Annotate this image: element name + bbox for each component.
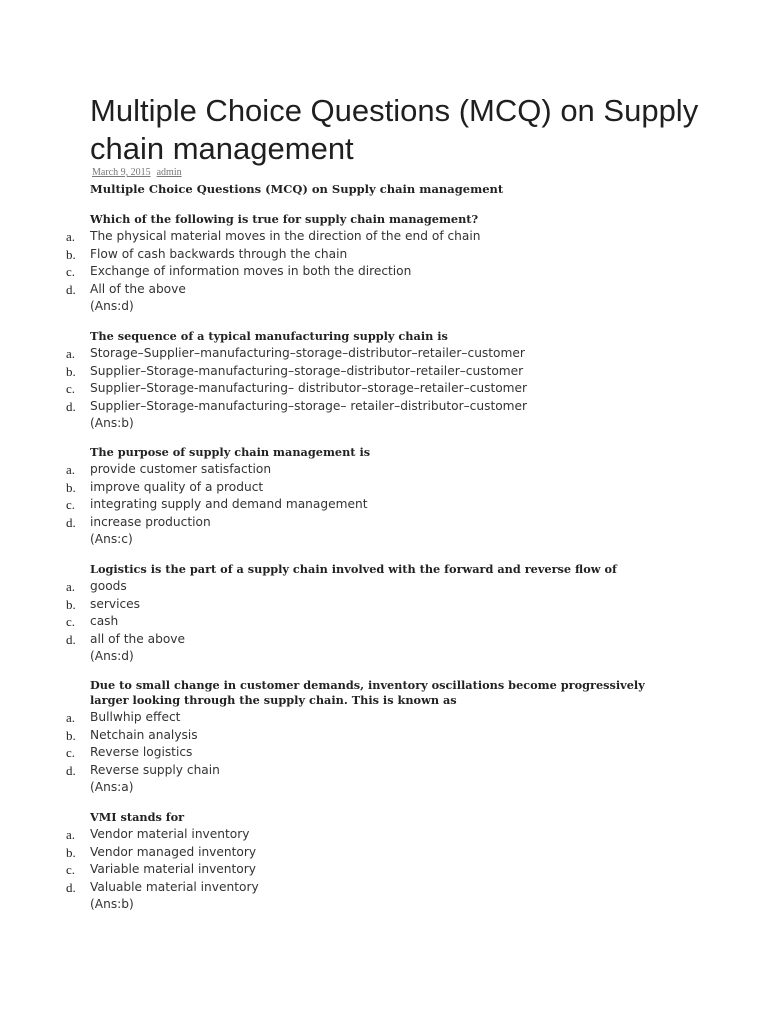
option-text: improve quality of a product bbox=[90, 479, 264, 494]
question-block bbox=[0, 562, 768, 664]
option-letter: a. bbox=[66, 229, 76, 244]
option-text: Supplier–Storage-manufacturing– distributor–storage–retailer–customer bbox=[90, 381, 528, 395]
option-letter: a. bbox=[66, 462, 76, 477]
question-block bbox=[0, 329, 768, 431]
option-text: Reverse supply chain bbox=[90, 762, 220, 777]
option-letter: a. bbox=[66, 346, 76, 361]
option-item bbox=[0, 228, 768, 246]
option-item bbox=[0, 578, 768, 596]
option-text: increase production bbox=[90, 514, 211, 529]
option-item bbox=[0, 762, 768, 780]
option-text: integrating supply and demand management bbox=[90, 497, 368, 511]
option-item bbox=[0, 861, 768, 879]
option-text: Reverse logistics bbox=[90, 745, 193, 759]
question-text: Which of the following is true for supply chain management? bbox=[90, 212, 479, 226]
option-item bbox=[0, 345, 768, 363]
option-text: Supplier–Storage-manufacturing–storage– retailer–distributor–customer bbox=[90, 398, 528, 413]
question-block bbox=[0, 810, 768, 912]
option-item bbox=[0, 263, 768, 281]
answer-text: (Ans:c) bbox=[90, 532, 133, 546]
option-item bbox=[0, 246, 768, 264]
option-item bbox=[0, 826, 768, 844]
option-text: goods bbox=[90, 579, 127, 593]
question-text: VMI stands for bbox=[90, 810, 185, 824]
option-letter: b. bbox=[66, 727, 76, 743]
option-item bbox=[0, 613, 768, 631]
option-item bbox=[0, 479, 768, 497]
option-text: Bullwhip effect bbox=[90, 710, 181, 724]
question-text: Logistics is the part of a supply chain involved with the forward and reverse flow of bbox=[90, 562, 617, 576]
option-item bbox=[0, 631, 768, 649]
option-item bbox=[0, 496, 768, 514]
option-item bbox=[0, 844, 768, 862]
option-letter: a. bbox=[66, 579, 76, 594]
option-item bbox=[0, 514, 768, 532]
option-text: Vendor managed inventory bbox=[90, 844, 257, 859]
option-letter: d. bbox=[66, 514, 76, 530]
option-letter: c. bbox=[66, 264, 76, 279]
question-block bbox=[0, 445, 768, 547]
option-list bbox=[0, 826, 768, 896]
option-item bbox=[0, 281, 768, 299]
option-letter: d. bbox=[66, 281, 76, 297]
option-list bbox=[0, 461, 768, 531]
option-item bbox=[0, 744, 768, 762]
option-text: Supplier–Storage-manufacturing–storage–distributor–retailer–customer bbox=[90, 363, 524, 378]
option-text: All of the above bbox=[90, 281, 186, 296]
option-text: Valuable material inventory bbox=[90, 879, 259, 894]
option-text: Exchange of information moves in both the direction bbox=[90, 264, 412, 278]
option-letter: d. bbox=[66, 762, 76, 778]
option-text: cash bbox=[90, 614, 119, 628]
question-text: The sequence of a typical manufacturing supply chain is bbox=[90, 329, 448, 343]
option-text: The physical material moves in the direction of the end of chain bbox=[90, 229, 481, 243]
option-item bbox=[0, 596, 768, 614]
option-letter: c. bbox=[66, 745, 76, 760]
option-letter: b. bbox=[66, 844, 76, 860]
question-text: Due to small change in customer demands, inventory oscillations become progressively larger looking through the supply chain. This is known as bbox=[90, 678, 645, 707]
option-text: Variable material inventory bbox=[90, 862, 256, 876]
post-date-link[interactable]: March 9, 2015 bbox=[92, 167, 151, 178]
option-text: Flow of cash backwards through the chain bbox=[90, 246, 348, 261]
option-item bbox=[0, 363, 768, 381]
option-item bbox=[0, 727, 768, 745]
option-list bbox=[0, 345, 768, 415]
option-text: all of the above bbox=[90, 631, 185, 646]
option-text: Storage–Supplier–manufacturing–storage–distributor–retailer–customer bbox=[90, 346, 525, 360]
option-letter: c. bbox=[66, 614, 76, 629]
option-letter: b. bbox=[66, 246, 76, 262]
option-list bbox=[0, 578, 768, 648]
option-item bbox=[0, 879, 768, 897]
option-text: provide customer satisfaction bbox=[90, 462, 272, 476]
answer-text: (Ans:b) bbox=[90, 416, 134, 430]
option-letter: b. bbox=[66, 596, 76, 612]
option-letter: b. bbox=[66, 363, 76, 379]
answer-text: (Ans:d) bbox=[90, 299, 134, 313]
option-letter: a. bbox=[66, 827, 76, 842]
article-title: Multiple Choice Questions (MCQ) on Supply chain management bbox=[90, 93, 699, 166]
option-text: services bbox=[90, 596, 141, 611]
option-item bbox=[0, 709, 768, 727]
question-block bbox=[0, 212, 768, 314]
option-letter: d. bbox=[66, 398, 76, 414]
answer-text: (Ans:a) bbox=[90, 780, 134, 794]
option-item bbox=[0, 461, 768, 479]
option-list bbox=[0, 228, 768, 298]
option-item bbox=[0, 380, 768, 398]
option-letter: c. bbox=[66, 497, 76, 512]
option-list bbox=[0, 709, 768, 779]
option-letter: d. bbox=[66, 879, 76, 895]
answer-text: (Ans:d) bbox=[90, 649, 134, 663]
author-link[interactable]: admin bbox=[156, 167, 182, 178]
option-letter: c. bbox=[66, 862, 76, 877]
question-text: The purpose of supply chain management is bbox=[90, 445, 371, 459]
option-letter: a. bbox=[66, 710, 76, 725]
option-letter: c. bbox=[66, 381, 76, 396]
option-text: Netchain analysis bbox=[90, 727, 198, 742]
option-text: Vendor material inventory bbox=[90, 827, 250, 841]
answer-text: (Ans:b) bbox=[90, 897, 134, 911]
article-subtitle: Multiple Choice Questions (MCQ) on Supply chain management bbox=[90, 182, 504, 196]
post-meta bbox=[92, 167, 182, 178]
option-letter: d. bbox=[66, 631, 76, 647]
question-block bbox=[0, 678, 768, 795]
option-letter: b. bbox=[66, 479, 76, 495]
option-item bbox=[0, 398, 768, 416]
